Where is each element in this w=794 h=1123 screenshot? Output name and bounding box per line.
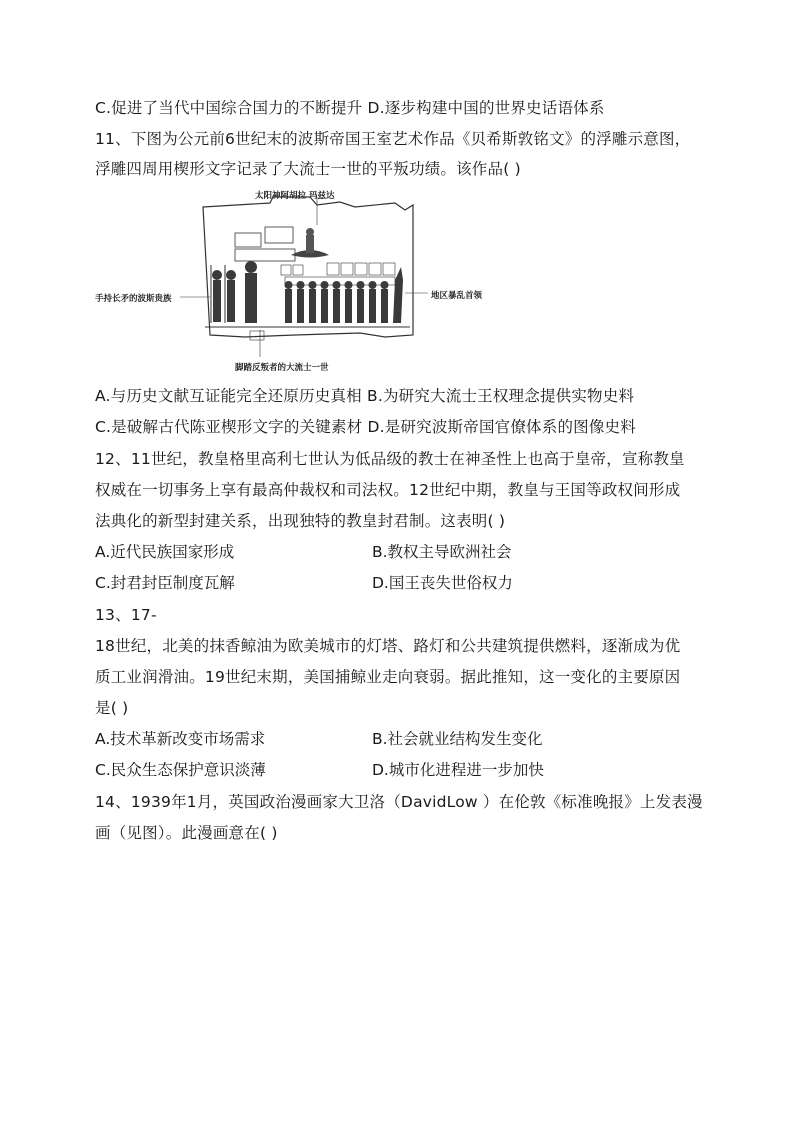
q14-stem-line1: 14、1939年1月，英国政治漫画家大卫洛（DavidLow ）在伦敦《标准晚报》上发表漫 (95, 793, 703, 811)
q13-number: 13、17- (95, 606, 157, 624)
q12-option-c: C.封君封臣制度瓦解 (95, 574, 235, 592)
q12-stem-line1: 12、11世纪，教皇格里高利七世认为低品级的教士在神圣性上也高于皇帝，宣称教皇 (95, 450, 685, 468)
behistun-relief-figure (95, 185, 515, 375)
label-darius: 脚踏反叛者的大流士一世 (235, 363, 329, 373)
q12-option-d: D.国王丧失世俗权力 (372, 574, 513, 592)
label-ahura-mazda: 太阳神阿胡拉 玛兹达 (255, 191, 335, 201)
q11-option-ab: A.与历史文献互证能完全还原历史真相 B.为研究大流士王权理念提供实物史料 (95, 387, 635, 405)
q14-stem-line2: 画（见图）。此漫画意在( ) (95, 824, 278, 842)
label-persian-noble: 手持长矛的波斯贵族 (95, 294, 172, 304)
q13-option-d: D.城市化进程进一步加快 (372, 761, 544, 779)
q13-option-c: C.民众生态保护意识淡薄 (95, 761, 266, 779)
q13-option-a: A.技术革新改变市场需求 (95, 730, 266, 748)
q13-option-b: B.社会就业结构发生变化 (372, 730, 543, 748)
q12-stem-line2: 权威在一切事务上享有最高仲裁权和司法权。12世纪中期，教皇与王国等政权间形成 (95, 481, 681, 499)
label-rebel-leaders: 地区暴乱首领 (431, 291, 483, 301)
q12-stem-line3: 法典化的新型封建关系，出现独特的教皇封君制。这表明( ) (95, 512, 506, 530)
q13-stem-line2: 质工业润滑油。19世纪末期，美国捕鲸业走向衰弱。据此推知，这一变化的主要原因 (95, 668, 681, 686)
q12-option-a: A.近代民族国家形成 (95, 543, 235, 561)
q12-option-b: B.教权主导欧洲社会 (372, 543, 512, 561)
q11-option-cd: C.是破解古代陈亚楔形文字的关键素材 D.是研究波斯帝国官僚体系的图像史料 (95, 418, 636, 436)
q13-stem-line3: 是( ) (95, 699, 129, 717)
q11-stem-line2: 浮雕四周用楔形文字记录了大流士一世的平叛功绩。该作品( ) (95, 160, 521, 178)
relief-sketch (95, 185, 515, 375)
q13-stem-line1: 18世纪，北美的抹香鲸油为欧美城市的灯塔、路灯和公共建筑提供燃料，逐渐成为优 (95, 637, 681, 655)
q10-option-cd: C.促进了当代中国综合国力的不断提升 D.逐步构建中国的世界史话语体系 (95, 99, 605, 117)
q11-stem-line1: 11、下图为公元前6世纪末的波斯帝国王室艺术作品《贝希斯敦铭文》的浮雕示意图， (95, 130, 691, 148)
